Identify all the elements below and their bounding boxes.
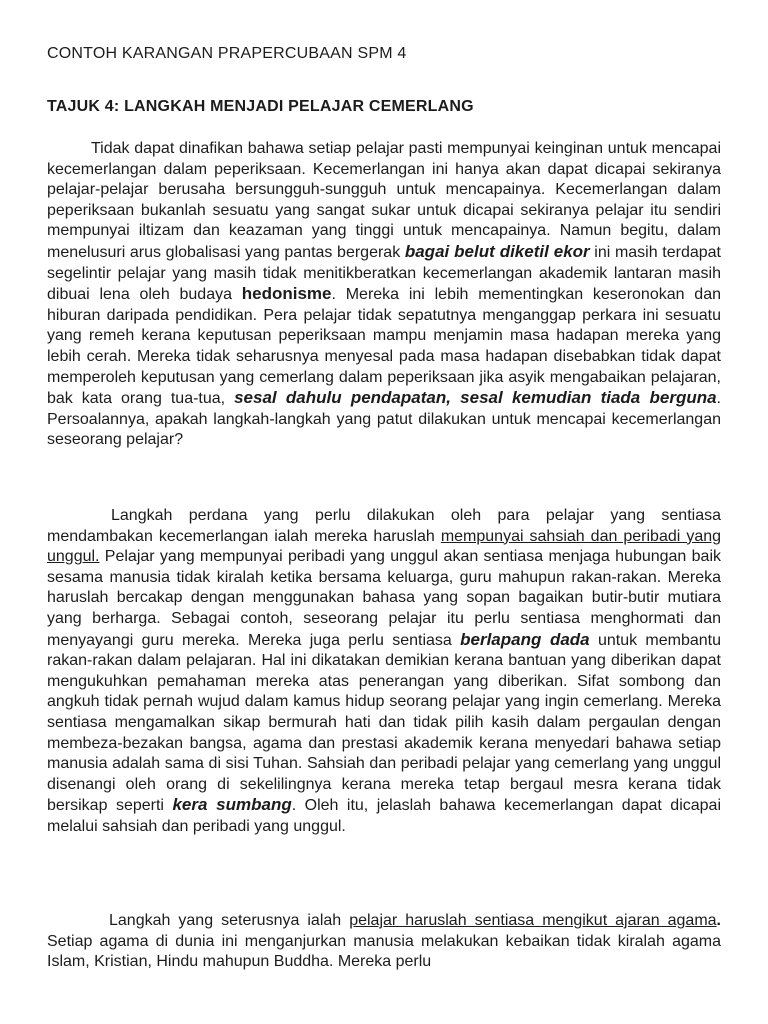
essay-title: TAJUK 4: LANGKAH MENJADI PELAJAR CEMERLANG [47, 98, 474, 115]
p1-text-4: . Persoalannya, apakah langkah-langkah yang patut dilakukan untuk mencapai kecemerlangan seseorang pelajar? [47, 390, 721, 449]
p2-peribahasa-1: berlapang dada [460, 629, 590, 649]
p3-text-1: Langkah yang seterusnya ialah [109, 912, 350, 929]
p1-text-3: . Mereka ini lebih mementingkan keseronokan dan hiburan daripada pendidikan. Pera pelajar tidak sepatutnya menganggap perkara ini sesuatu yang remeh kerana keputusan peperiksaan mampu menjamin masa hadapan mereka yang lebih cerah. Mereka tidak seharusnya menyesal pada masa hadapan disebabkan tidak dapat memperoleh keputusan yang cemerlang dalam peperiksaan jika asyik mengabaikan pelajaran, bak kata orang tua-tua, [47, 286, 721, 408]
p2-text-1: Langkah perdana yang perlu dilakukan oleh para pelajar yang sentiasa mendambakan kecemerlangan ialah mereka haruslah [47, 507, 721, 545]
p2-text-4: . Oleh itu, jelaslah bahawa kecemerlangan dapat dicapai melalui sahsiah dan peribadi yang unggul. [47, 797, 722, 835]
paragraph-point-1 [47, 506, 721, 838]
p1-text-1: Tidak dapat dinafikan bahawa setiap pelajar pasti mempunyai keinginan untuk mencapai kecemerlangan dalam peperiksaan. Kecemerlangan ini hanya akan dapat dicapai sekiranya pelajar-pelajar berusaha bersungguh-sungguh untuk mencapainya. Kecemerlangan dalam peperiksaan bukanlah sesuatu yang sangat sukar untuk dicapai sekiranya pelajar itu sendiri mempunyai iltizam dan keazaman yang tinggi untuk mencapainya. Namun begitu, dalam menelusuri arus globalisasi yang pantas bergerak [47, 140, 721, 261]
p2-text-2: Pelajar yang mempunyai peribadi yang unggul akan sentiasa menjaga hubungan baik sesama manusia tidak kiralah ketika bersama keluarga, guru mahupun rakan-rakan. Mereka haruslah bercakap dengan menggunakan bahasa yang sopan bagaikan butir-butir mutiara yang berharga. Sebagai contoh, seseorang pelajar itu perlu sentiasa menghormati dan menyayangi guru mereka. Mereka juga perlu sentiasa [47, 548, 721, 649]
p1-text-2: ini masih terdapat segelintir pelajar yang masih tidak menitikberatkan kecemerlangan akademik lantaran masih dibuai lena oleh budaya [47, 243, 721, 304]
p1-keyword-hedonisme: hedonisme [241, 284, 332, 304]
p2-text-3: untuk membantu rakan-rakan dalam pelajaran. Hal ini dikatakan demikian kerana bantuan yang diberikan dapat mengukuhkan pemahaman mereka atas penerangan yang diberikan. Sifat sombong dan angkuh tidak pernah wujud dalam kamus hidup seorang pelajar yang ingin cemerlang. Mereka sentiasa mengamalkan sikap bermurah hati dan tidak pilih kasih dalam pergaulan dengan membeza-bezakan bangsa, agama dan prestasi akademik kerana menyedari bahawa setiap manusia adalah sama di sisi Tuhan. Sahsiah dan peribadi pelajar yang cemerlang yang unggul disenangi oleh orang di sekelilingnya kerana mereka tetap bergaul mesra kerana tidak bersikap seperti [47, 631, 721, 815]
p2-peribahasa-2: kera sumbang [172, 795, 292, 815]
p3-period: . [716, 912, 721, 929]
p3-main-point: pelajar haruslah sentiasa mengikut ajaran agama [349, 912, 717, 929]
paragraph-point-2 [47, 911, 721, 973]
paragraph-introduction [47, 139, 721, 451]
p3-text-2: Setiap agama di dunia ini menganjurkan manusia melakukan kebaikan tidak kiralah agama Islam, Kristian, Hindu mahupun Buddha. Mereka perlu [47, 932, 721, 971]
document-header: CONTOH KARANGAN PRAPERCUBAAN SPM 4 [47, 45, 407, 62]
p2-main-point: mempunyai sahsiah dan peribadi yang unggul. [47, 527, 722, 566]
p1-peribahasa-2: sesal dahulu pendapatan, sesal kemudian tiada berguna [234, 388, 717, 408]
p1-peribahasa-1: bagai belut diketil ekor [404, 241, 590, 261]
